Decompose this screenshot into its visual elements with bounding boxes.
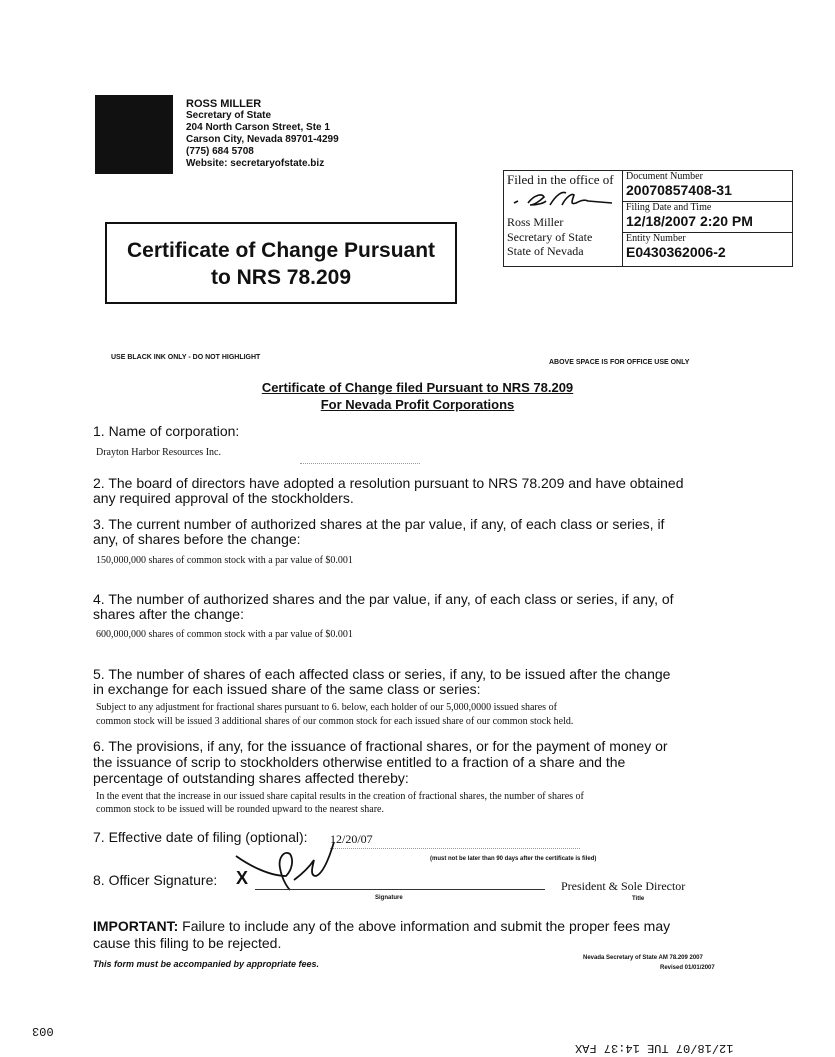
item-1-answer: Drayton Harbor Resources Inc. <box>96 447 221 458</box>
signature-line <box>255 889 545 890</box>
officer-signature-icon <box>230 836 340 892</box>
entity-number-label: Entity Number <box>626 233 686 244</box>
important-label: IMPORTANT: <box>93 918 179 934</box>
title-label: Title <box>632 896 645 902</box>
page-mark: 003 <box>32 1024 54 1038</box>
item-4-question-line-1: 4. The number of authorized shares and the par value, if any, of each class or series, if any, of <box>93 591 674 607</box>
item-5-question-line-1: 5. The number of shares of each affected class or series, if any, to be issued after the change <box>93 666 671 682</box>
office-use-note: ABOVE SPACE IS FOR OFFICE USE ONLY <box>549 359 690 366</box>
secretary-name: ROSS MILLER <box>186 98 262 110</box>
document-number-cell <box>623 171 792 202</box>
item-3-question-line-2: any, of shares before the change: <box>93 531 301 547</box>
signature-label: Signature <box>375 895 403 901</box>
effective-date-note: (must not be later than 90 days after the certificate is filed) <box>430 856 597 862</box>
filing-date-value: 12/18/2007 2:20 PM <box>626 213 753 229</box>
secretary-title: Secretary of State <box>186 110 272 121</box>
item-5-answer-line-1: Subject to any adjustment for fractional shares pursuant to 6. below, each holder of our 5,000,0000 issued shares of <box>96 702 557 713</box>
item-5-answer-line-2: common stock will be issued 3 additional shares of our common stock for each issued share of our common stock held. <box>96 716 574 727</box>
important-notice-line-2: cause this filing to be rejected. <box>93 935 282 951</box>
item-6-answer-line-1: In the event that the increase in our issued share capital results in the creation of fractional shares, the number of shares of <box>96 791 584 802</box>
item-5-question-line-2: in exchange for each issued share of the same class or series: <box>93 681 481 697</box>
officer-role: President & Sole Director <box>561 879 686 893</box>
entity-number-cell <box>623 233 792 265</box>
item-1-question: 1. Name of corporation: <box>93 423 240 439</box>
item-7-question: 7. Effective date of filing (optional): <box>93 829 308 845</box>
item-2-question-line-2: any required approval of the stockholders. <box>93 490 354 506</box>
item-3-question-line-1: 3. The current number of authorized shares at the par value, if any, of each class or series, if <box>93 516 665 532</box>
item-3-answer: 150,000,000 shares of common stock with a par value of $0.001 <box>96 555 353 566</box>
certificate-title-box <box>105 222 457 304</box>
address-line-2: Carson City, Nevada 89701-4299 <box>186 134 339 145</box>
item-6-question-line-1: 6. The provisions, if any, for the issuance of fractional shares, or for the payment of money or <box>93 738 668 754</box>
office-header <box>186 98 339 170</box>
address-line-1: 204 North Carson Street, Ste 1 <box>186 122 330 133</box>
filing-date-label: Filing Date and Time <box>626 202 712 213</box>
item-8-question: 8. Officer Signature: <box>93 872 218 888</box>
officer-title: Secretary of State <box>507 230 593 244</box>
divider <box>300 463 420 464</box>
filing-stamp-box <box>503 170 793 267</box>
certificate-title-line-2: to NRS 78.209 <box>210 266 352 289</box>
certificate-title-line-1: Certificate of Change Pursuant <box>126 239 436 262</box>
item-6-answer-line-2: common stock to be issued will be rounded upward to the nearest share. <box>96 804 384 815</box>
document-number-value: 20070857408-31 <box>626 182 732 198</box>
form-title-line-2: For Nevada Profit Corporations <box>320 397 515 412</box>
officer-name: Ross Miller <box>507 215 564 229</box>
state-name: State of Nevada <box>507 244 584 258</box>
phone: (775) 684 5708 <box>186 146 254 157</box>
form-id: Nevada Secretary of State AM 78.209 2007 <box>583 955 703 961</box>
website: Website: secretaryofstate.biz <box>186 158 325 169</box>
effective-date-value: 12/20/07 <box>330 832 373 846</box>
form-title-line-1: Certificate of Change filed Pursuant to NRS 78.209 <box>261 380 574 395</box>
filing-numbers-cell <box>623 171 792 266</box>
secretary-signature-icon <box>510 189 614 213</box>
important-text: Failure to include any of the above information and submit the proper fees may <box>178 918 671 934</box>
document-number-label: Document Number <box>626 171 703 182</box>
entity-number-value: E0430362006-2 <box>626 244 726 260</box>
item-2-question-line-1: 2. The board of directors have adopted a resolution pursuant to NRS 78.209 and have obtained <box>93 475 684 491</box>
signature-mark: X <box>236 868 249 888</box>
item-4-question-line-2: shares after the change: <box>93 606 244 622</box>
effective-date-line <box>330 848 580 849</box>
state-seal-logo <box>95 95 173 174</box>
revision-date: Revised 01/01/2007 <box>660 965 715 971</box>
filed-in-label: Filed in the office of <box>507 172 614 187</box>
ink-instruction: USE BLACK INK ONLY - DO NOT HIGHLIGHT <box>111 354 261 361</box>
item-6-question-line-3: percentage of outstanding shares affected thereby: <box>93 770 409 786</box>
fees-note: This form must be accompanied by appropriate fees. <box>93 959 320 969</box>
fax-header: 12/18/07 TUE 14:37 FAX <box>575 1041 734 1055</box>
item-6-question-line-2: the issuance of scrip to stockholders otherwise entitled to a fraction of a share and the <box>93 754 626 770</box>
important-notice-line-1 <box>93 919 670 934</box>
filing-date-cell <box>623 202 792 233</box>
filing-office-cell <box>504 171 623 266</box>
item-4-answer: 600,000,000 shares of common stock with a par value of $0.001 <box>96 629 353 640</box>
